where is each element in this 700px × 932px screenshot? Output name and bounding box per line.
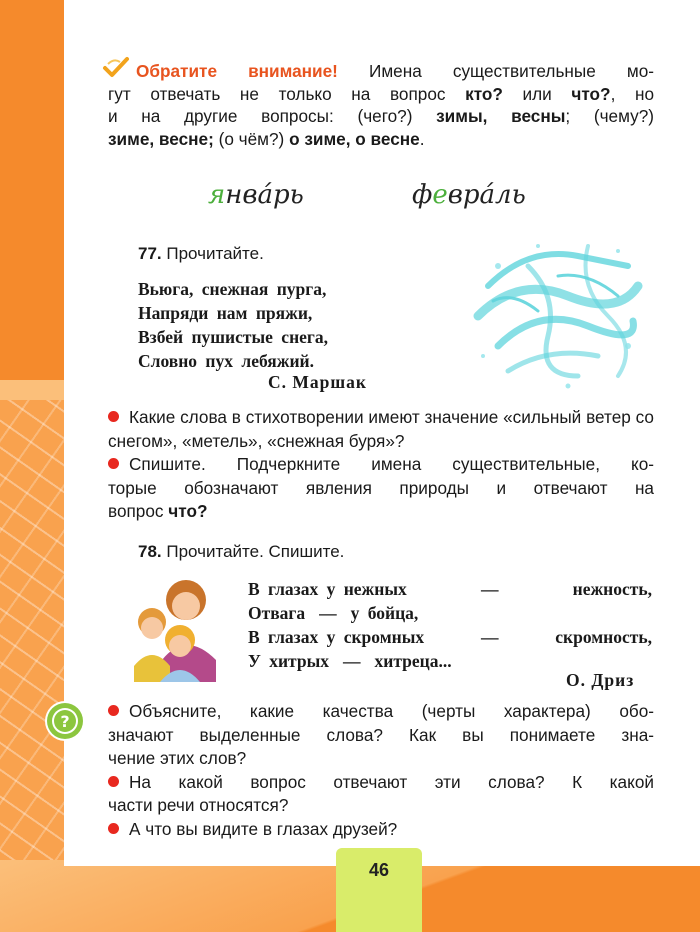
question-text: А что вы видите в глазах друзей? <box>129 818 398 839</box>
exercise-title: Прочитайте. <box>166 244 264 263</box>
bullet-icon <box>108 776 119 787</box>
help-icon[interactable] <box>44 700 86 742</box>
vocab-letter-highlight: я <box>208 180 226 210</box>
note-text: Имена существительные мо- <box>368 61 654 81</box>
note-bold: зиме, весне; <box>108 128 214 149</box>
question-bold: что? <box>168 501 208 521</box>
question-text: части речи относятся? <box>108 795 289 815</box>
note-bold: что? <box>571 83 611 104</box>
background-pattern <box>0 400 70 932</box>
poem-line-end: у бойца, <box>350 603 419 623</box>
attention-note <box>108 60 654 150</box>
question-text: чение этих слов? <box>108 748 247 768</box>
vocab-word-february <box>412 180 526 210</box>
bullet-icon <box>108 823 119 834</box>
poem-78 <box>248 577 652 673</box>
question-text: Объясните, какие качества (черты характера) обо- <box>129 701 654 721</box>
bullet-icon <box>108 705 119 716</box>
family-illustration <box>128 570 224 682</box>
poem-line-end: нежность, <box>572 579 652 599</box>
poem-dash: — <box>480 579 499 599</box>
exercise-78-heading <box>138 542 344 562</box>
poem-line <box>248 577 652 601</box>
vocab-letter-highlight: е <box>432 180 448 210</box>
question-text: На какой вопрос отвечают эти слова? К какой <box>129 771 654 792</box>
vocab-letters: ф <box>412 180 433 210</box>
note-bold: зимы, весны <box>436 106 566 126</box>
question-text: вопрос <box>108 501 164 521</box>
poem-line: Взбей пушистые снега, <box>138 327 328 347</box>
snowstorm-illustration <box>468 226 644 396</box>
poem-77-author: С. Маршак <box>268 372 367 392</box>
poem-dash: — <box>480 627 499 647</box>
question-text: Какие слова в стихотворении имеют значение «сильный ветер со снегом», «метель», «снежная буря»? <box>108 407 654 451</box>
poem-line: Напряди нам пряжи, <box>138 303 313 323</box>
note-bold: о зиме, о весне <box>289 128 420 149</box>
note-text: гут отвечать не только на вопрос <box>108 83 446 104</box>
poem-line-end: хитреца... <box>374 651 452 671</box>
note-text: . <box>419 128 425 149</box>
question-item <box>108 700 654 724</box>
question-text: Спишите. Подчеркните имена существительные, ко- <box>129 454 654 474</box>
page-number: 46 <box>368 860 390 880</box>
poem-line <box>248 601 652 625</box>
poem-line-start: В глазах у скромных <box>248 627 425 647</box>
poem-line-end: скромность, <box>555 627 652 647</box>
exercise-77-heading <box>138 244 264 264</box>
poem-line-start: В глазах у нежных <box>248 579 407 599</box>
bullet-icon <box>108 411 119 422</box>
poem-line: Вьюга, снежная пурга, <box>138 279 327 299</box>
exercise-title: Прочитайте. Спишите. <box>166 542 345 561</box>
poem-dash: — <box>343 651 361 671</box>
exercise-78-questions <box>108 700 654 841</box>
question-item <box>108 818 654 842</box>
exercise-number: 78. <box>138 542 162 561</box>
poem-line-start: Отвага <box>248 603 306 623</box>
poem-line <box>248 625 652 649</box>
poem-dash: — <box>319 603 337 623</box>
question-item <box>108 406 654 453</box>
poem-line-start: У хитрых <box>248 651 330 671</box>
vocab-letters: врáль <box>447 180 526 210</box>
note-text: и на другие вопросы: (чего?) <box>108 106 413 126</box>
vocab-word-january <box>208 180 304 210</box>
note-text: или <box>522 83 552 104</box>
question-text: значают выделенные слова? Как вы понимаете зна- <box>108 724 654 745</box>
poem-78-author: О. Дриз <box>566 670 635 690</box>
poem-77 <box>138 277 328 373</box>
note-bold: кто? <box>465 83 503 104</box>
poem-line: Словно пух лебяжий. <box>138 351 314 371</box>
note-text: , но <box>610 83 655 104</box>
question-text: торые обозначают явления природы и отвечают на <box>108 477 654 498</box>
attention-label: Обратите внимание! <box>136 61 338 81</box>
question-item <box>108 771 654 795</box>
note-text: ; (чему?) <box>565 106 654 126</box>
exercise-number: 77. <box>138 244 162 263</box>
note-text: (о чём?) <box>218 128 285 149</box>
exercise-77-questions <box>108 406 654 524</box>
vocab-letters: нвáрь <box>225 180 304 210</box>
question-item <box>108 453 654 477</box>
bullet-icon <box>108 458 119 469</box>
svg-text:?: ? <box>60 712 70 731</box>
